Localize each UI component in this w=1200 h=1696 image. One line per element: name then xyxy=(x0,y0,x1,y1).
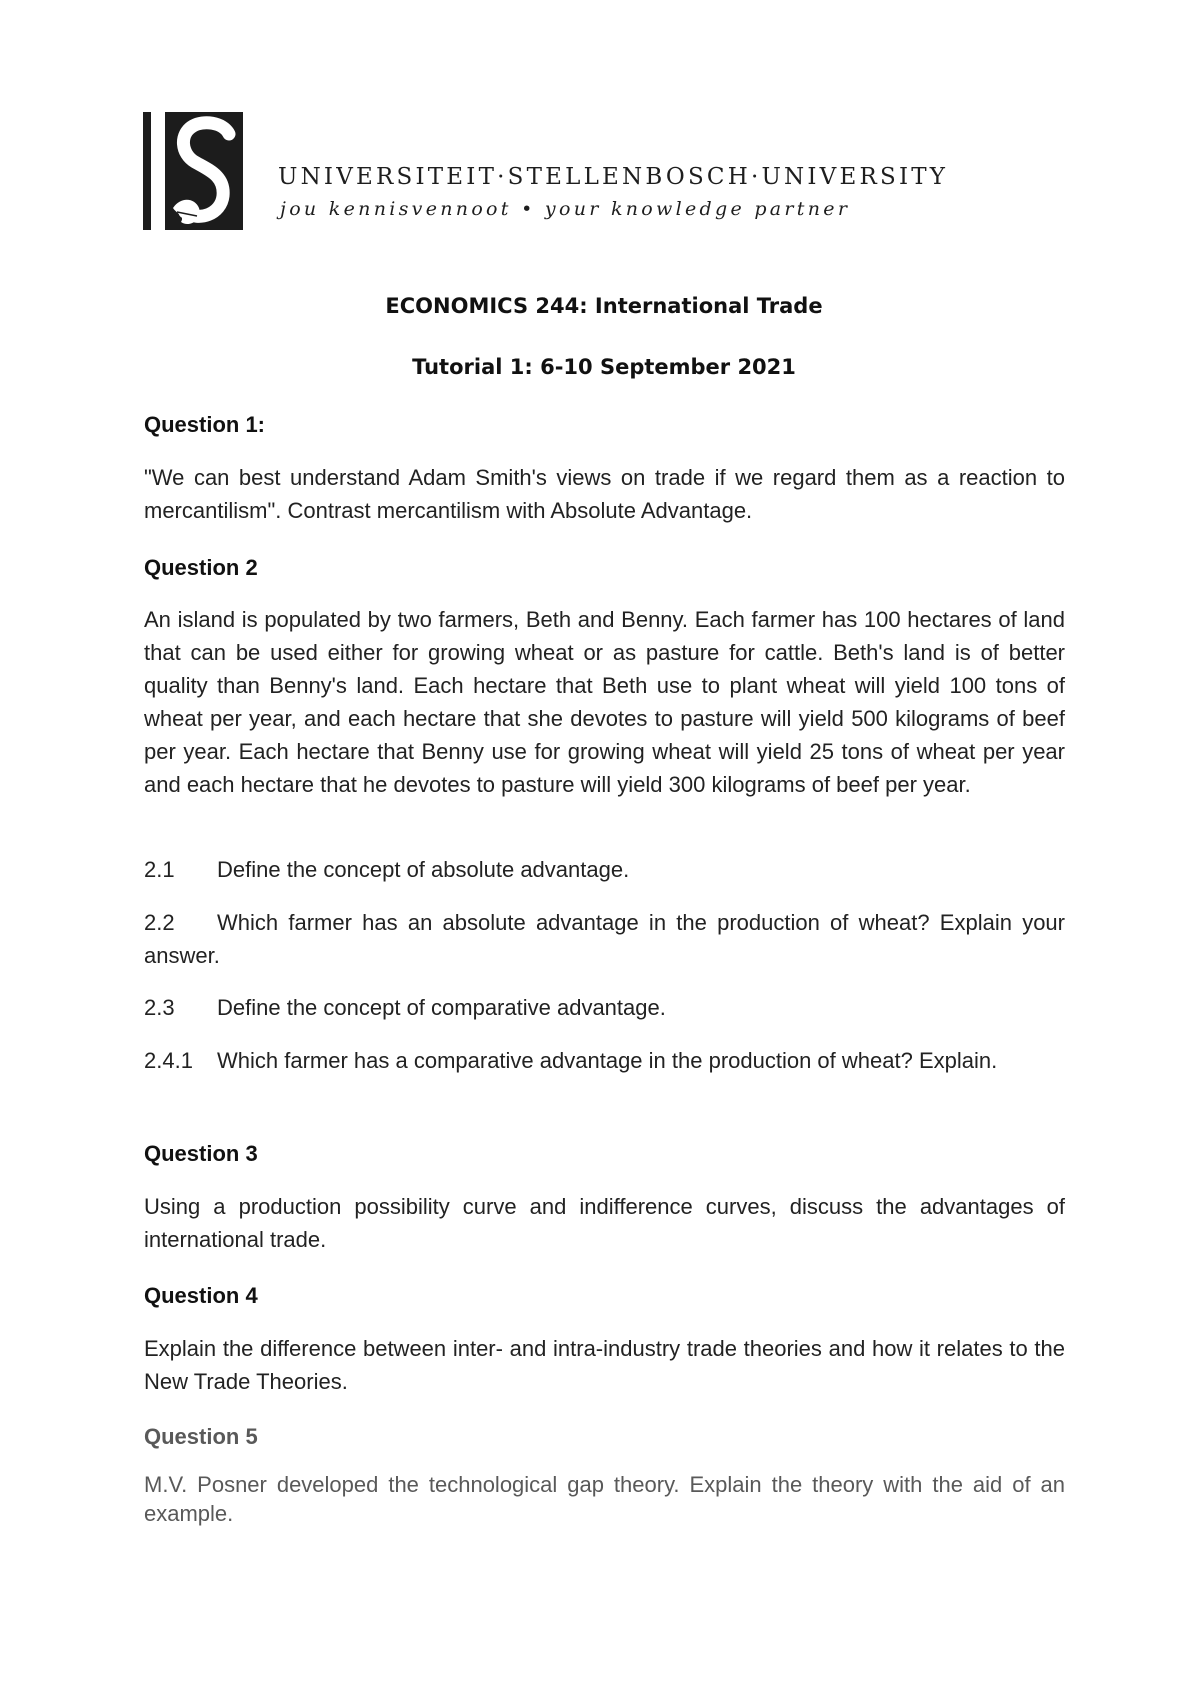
question-5-text: M.V. Posner developed the technological gap theory. Explain the theory with the aid of an example. xyxy=(144,1472,1065,1526)
item-text: Define the concept of absolute advantage. xyxy=(217,857,630,882)
university-tagline: jou kennisvennoot • your knowledge partner xyxy=(280,198,851,220)
question-2-4-1 xyxy=(144,1044,1065,1077)
stellenbosch-s-oak-leaf-logo-icon xyxy=(143,112,243,230)
question-2-heading: Question 2 xyxy=(144,555,258,580)
item-number: 2.4.1 xyxy=(144,1048,193,1073)
question-4-heading: Question 4 xyxy=(144,1283,258,1308)
university-name: UNIVERSITEIT·STELLENBOSCH·UNIVERSITY xyxy=(278,164,949,190)
question-3-text: Using a production possibility curve and indifference curves, discuss the advantages of international trade. xyxy=(144,1194,1065,1252)
item-number: 2.2 xyxy=(144,910,175,935)
item-text: Define the concept of comparative advantage. xyxy=(217,995,666,1020)
question-2-3 xyxy=(144,991,1065,1024)
document-title: ECONOMICS 244: International Trade xyxy=(385,294,823,318)
university-logo xyxy=(143,112,949,234)
item-number: 2.1 xyxy=(144,857,175,882)
item-text: Which farmer has an absolute advantage in the production of wheat? Explain your answer. xyxy=(144,910,1065,968)
question-4-text: Explain the difference between inter- and intra-industry trade theories and how it relates to the New Trade Theories. xyxy=(144,1336,1065,1394)
question-5-heading: Question 5 xyxy=(144,1424,258,1449)
question-2-2 xyxy=(144,906,1065,972)
question-1-heading: Question 1: xyxy=(144,412,266,437)
document-subtitle: Tutorial 1: 6-10 September 2021 xyxy=(412,355,796,379)
question-2-text: An island is populated by two farmers, Beth and Benny. Each farmer has 100 hectares of land that can be used either for growing wheat or as pasture for cattle. Beth's land is of better quality than Benny's land. Each hectare that Beth use to plant wheat will yield 100 tons of wheat per year, and each hectare that she devotes to pasture will yield 500 kilograms of beef per year. Each hectare that Benny use for growing wheat will yield 25 tons of wheat per year and each hectare that he devotes to pasture will yield 300 kilograms of beef per year. xyxy=(144,607,1065,797)
question-2-1 xyxy=(144,853,1065,886)
item-text: Which farmer has a comparative advantage in the production of wheat? Explain. xyxy=(217,1048,998,1073)
item-number: 2.3 xyxy=(144,995,175,1020)
question-1-text: "We can best understand Adam Smith's views on trade if we regard them as a reaction to mercantilism". Contrast mercantilism with Absolute Advantage. xyxy=(144,465,1065,523)
question-3-heading: Question 3 xyxy=(144,1141,258,1166)
